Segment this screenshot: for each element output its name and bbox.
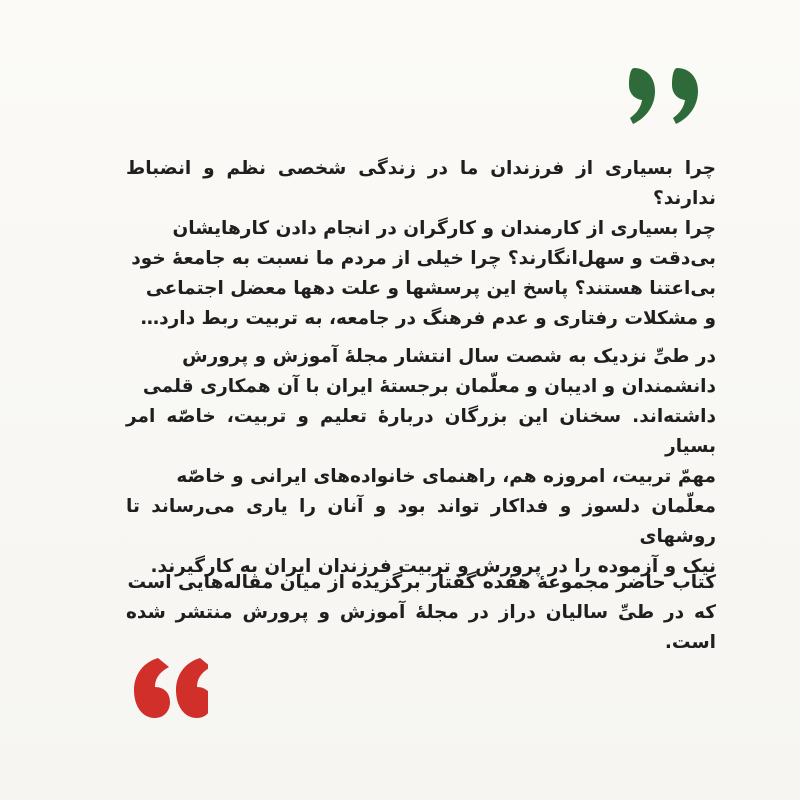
book-summary-paragraph-text: کتاب حاضر مجموعهٔ هفده گفتار برگزیده از میان مقاله‌هایی است که در طیِّ سالیان دراز در مجلهٔ آموزش و پرورش منتشر شده است. [126, 572, 716, 653]
closing-quote-icon [128, 650, 208, 725]
intro-paragraph [126, 154, 716, 334]
journal-history-paragraph-text: در طیِّ نزدیک به شصت سال انتشار مجلهٔ آموزش و پرورش دانشمندان و ادیبان و معلّمان برجستهٔ ایران با آن همکاری قلمی داشته‌اند. سخنان این بزرگان دربارهٔ تعلیم و تربیت، خاصّه امر بسیار مهمّ تربیت، امروزه هم، راهنمای خانواده‌های ایرانی و خاصّه معلّمان دلسوز و فداکار تواند بود و آنان را یاری می‌رساند تا روشهای نیک و آزموده را در پرورش و تربیت فرزندان ایران به کارگیرند. [126, 346, 716, 577]
book-summary-paragraph [126, 568, 716, 658]
intro-paragraph-text: چرا بسیاری از فرزندان ما در زندگی شخصی نظم و انضباط ندارند؟ چرا بسیاری از کارمندان و کارگران در انجام دادن کارهایشان بی‌دقت و سهل‌انگارند؟ چرا خیلی از مردم ما نسبت به جامعهٔ خود بی‌اعتنا هستند؟ پاسخ این پرسشها و علت دهها معضل اجتماعی و مشکلات رفتاری و عدم فرهنگ در جامعه، به تربیت ربط دارد… [126, 158, 716, 329]
opening-quote-icon [628, 62, 708, 132]
journal-history-paragraph [126, 342, 716, 582]
